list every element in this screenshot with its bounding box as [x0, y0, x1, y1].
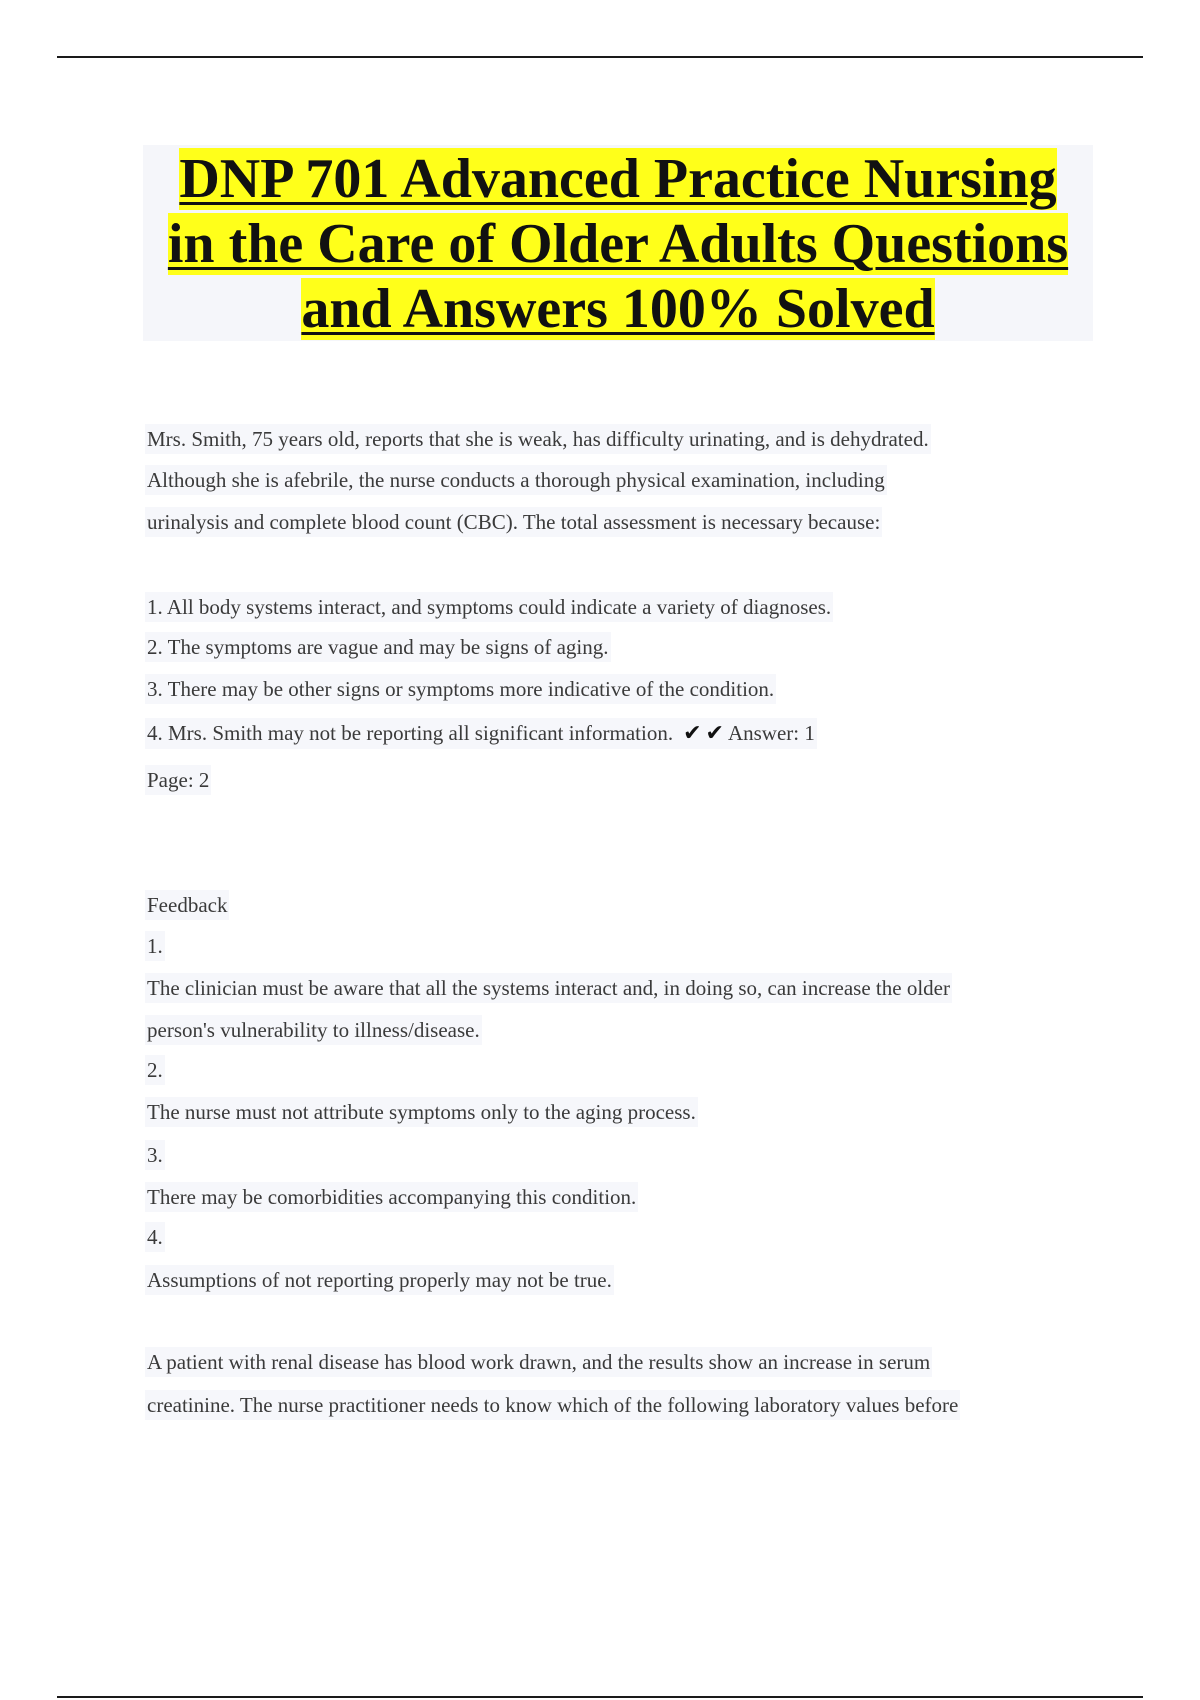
- checkmark-icon: ✔: [705, 721, 724, 746]
- feedback-heading: Feedback: [145, 890, 229, 920]
- question-2-stem-line-2: creatinine. The nurse practitioner needs to know which of the following laboratory values before: [145, 1390, 960, 1420]
- title-line-2: in the Care of Older Adults Questions: [167, 213, 1069, 275]
- question-1-option-4-row: [145, 718, 817, 749]
- question-1-stem-line-2: Although she is afebrile, the nurse conducts a thorough physical examination, including: [145, 465, 887, 495]
- title-line-3: and Answers 100% Solved: [301, 278, 935, 340]
- feedback-number-3: 3.: [145, 1140, 165, 1170]
- question-1-stem-line-3: urinalysis and complete blood count (CBC). The total assessment is necessary because:: [145, 507, 882, 537]
- feedback-text-1-line-1: The clinician must be aware that all the systems interact and, in doing so, can increase the older: [145, 973, 952, 1003]
- bottom-rule: [57, 1696, 1143, 1698]
- question-2-stem-line-1: A patient with renal disease has blood work drawn, and the results show an increase in serum: [145, 1347, 932, 1377]
- feedback-number-4: 4.: [145, 1222, 165, 1252]
- top-rule: [57, 56, 1143, 58]
- question-1-option-1: 1. All body systems interact, and symptoms could indicate a variety of diagnoses.: [145, 592, 833, 622]
- feedback-text-2: The nurse must not attribute symptoms only to the aging process.: [145, 1097, 698, 1127]
- question-1-option-4: 4. Mrs. Smith may not be reporting all significant information.: [147, 721, 674, 745]
- title-block: [143, 145, 1093, 341]
- checkmark-icon: ✔: [683, 721, 702, 746]
- page-reference: Page: 2: [145, 765, 211, 795]
- feedback-text-3: There may be comorbidities accompanying this condition.: [145, 1182, 638, 1212]
- feedback-text-1-line-2: person's vulnerability to illness/disease.: [145, 1015, 482, 1045]
- feedback-text-4: Assumptions of not reporting properly may not be true.: [145, 1265, 614, 1295]
- feedback-number-2: 2.: [145, 1055, 165, 1085]
- question-1-option-3: 3. There may be other signs or symptoms more indicative of the condition.: [145, 674, 776, 704]
- feedback-number-1: 1.: [145, 931, 165, 961]
- question-1-stem-line-1: Mrs. Smith, 75 years old, reports that she is weak, has difficulty urinating, and is dehydrated.: [145, 424, 931, 454]
- title-line-1: DNP 701 Advanced Practice Nursing: [179, 148, 1057, 210]
- answer-label: Answer: 1: [727, 721, 815, 745]
- document-title: [143, 145, 1093, 342]
- question-1-option-2: 2. The symptoms are vague and may be signs of aging.: [145, 632, 611, 662]
